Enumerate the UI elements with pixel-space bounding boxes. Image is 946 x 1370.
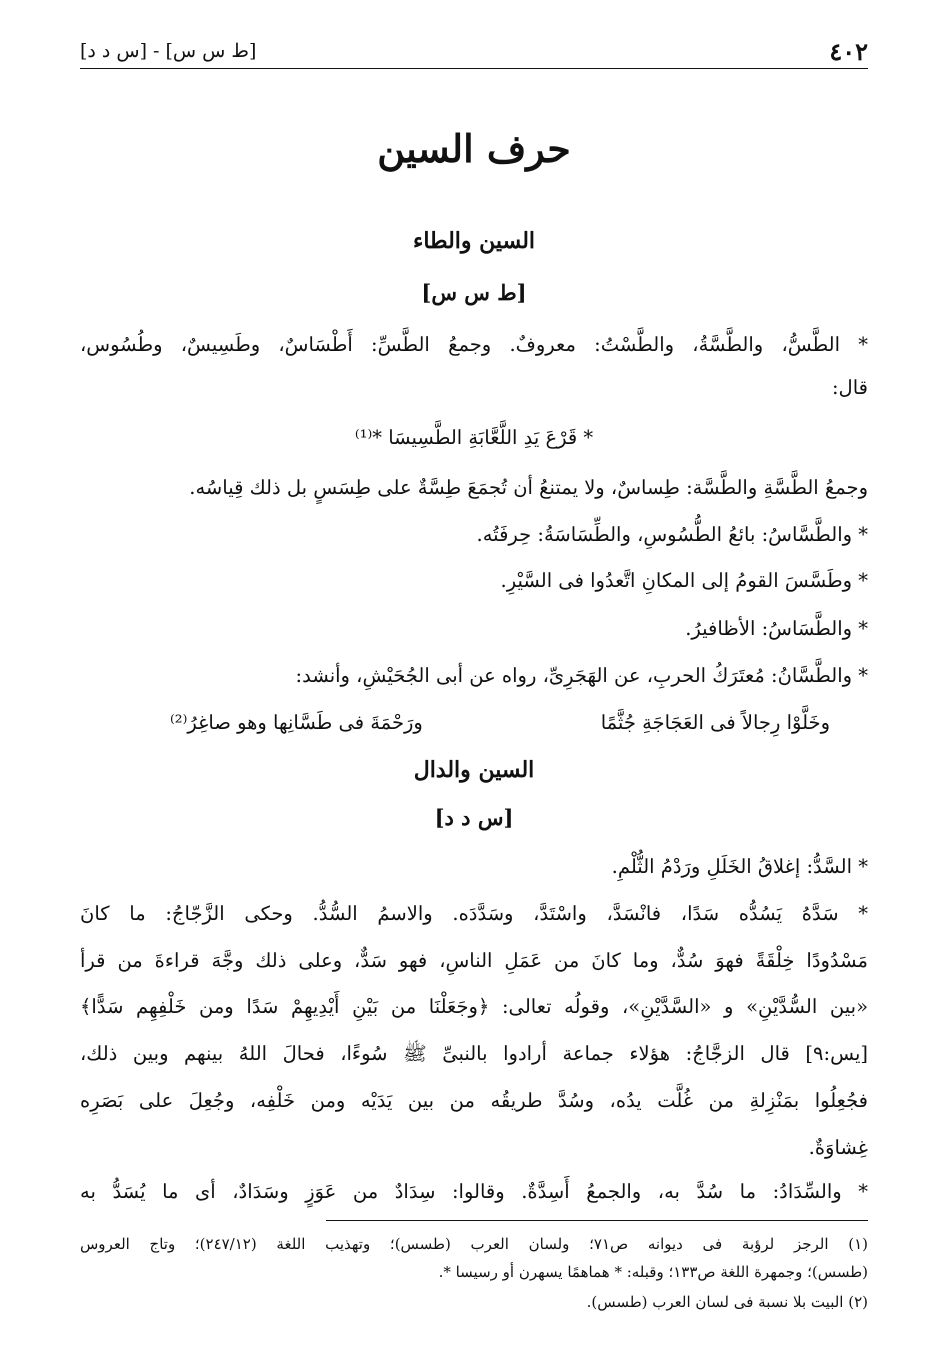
root-heading-sdd: [س د د] (434, 805, 514, 830)
entry-line: * والطَّسَاسُ: الأظافيرُ. (685, 617, 868, 640)
entry-line: * والطَّسَّاسُ: بائعُ الطُّسُوسِ، والطِّسَاسَةُ: حِرفَتُه. (476, 523, 868, 546)
verse-first-hemistich: وخَلَّوْا رِجالاً فى العَجَاجَةِ جُثَّمًا (600, 711, 830, 734)
poetry-verse (80, 708, 868, 738)
entry-line: مَسْدُودًا خِلْقَةً فهوَ سُدٌّ، وما كانَ من عَمَلِ الناسِ، فهو سَدٌّ، وعلى ذلك وجَّهَ قراءةَ من قرأ (80, 949, 868, 972)
section-title-seen-dal: السين والدال (413, 757, 535, 783)
header-rule (80, 68, 868, 69)
page-number: ٤٠٢ (829, 36, 868, 66)
entry-line: فجُعِلُوا بمَنْزِلةِ من غُلَّت يدُه، وسُدَّ طريقُه من بين يَدَيْه ومن خَلْفِه، وجُعِلَ على بَصَرِه (80, 1089, 868, 1112)
footnote-1: (١) الرجز لرؤبة فى ديوانه ص٧١؛ ولسان العرب (طسس)؛ وتهذيب اللغة (٢٤٧/١٢)؛ وتاج العروس (80, 1235, 868, 1253)
chapter-title: حرف السين (377, 126, 571, 171)
entry-line: * والسِّدَادُ: ما سُدَّ به، والجمعُ أَسِدَّةٌ. وقالوا: سِدَادٌ من عَوَزٍ وسَدَادٌ، أى ما يُسَدُّ به (80, 1180, 868, 1203)
entry-line: «بين السُّدَّيْنِ» و «السَّدَّيْنِ»، وقولُه تعالى: ﴿وجَعَلْنَا من بَيْنِ أَيْدِيهِمْ سَدًا ومن خَلْفِهِم سَدًّا﴾ (80, 995, 868, 1018)
entry-line: [يس:٩] قال الزجَّاجُ: هؤلاء جماعة أرادوا بالنبىِّ ﷺ سُوءًا، فحالَ اللهُ بينهم وبين ذلك، (80, 1042, 868, 1065)
entry-line: * والطَّسَّانُ: مُعتَرَكُ الحربِ، عن الهَجَرِىِّ، رواه عن أبى الجُحَيْشِ، وأنشد: (295, 664, 868, 687)
entry-line: قال: (831, 376, 868, 399)
rajaz-quote: * قَرْعَ يَدِ اللَّعَّابَةِ الطَّسِيسَا *⁽¹⁾ (354, 426, 594, 449)
running-title: [ط س س] - [س د د] (80, 40, 257, 62)
entry-line: * سَدَّهُ يَسُدُّه سَدًا، فانْسَدَّ، واسْتَدَّ، وسَدَّدَه. والاسمُ السُّدُّ. وحكى الزَّجّاجُ: ما كانَ (80, 902, 868, 925)
footnote-1-continued: (طسس)؛ وجمهرة اللغة ص١٣٣؛ وقبله: * هماهمًا يسهرن أو رسيسا *. (438, 1263, 868, 1281)
verse-second-hemistich: ورَحْمَةَ فى طَسَّانِها وهو صاغِرُ⁽²⁾ (170, 711, 423, 734)
footnote-2: (٢) البيت بلا نسبة فى لسان العرب (طسس). (586, 1293, 868, 1311)
entry-line: * السَّدُّ: إغلاقُ الخَلَلِ ورَدْمُ الثُّلْمِ. (611, 855, 868, 878)
footnote-rule (326, 1220, 868, 1221)
entry-line: غِشاوَةٌ. (808, 1136, 868, 1159)
entry-line: * الطَّسُّ، والطَّسَّةُ، والطَّسْتُ: معروفٌ. وجمعُ الطَّسِّ: أَطْسَاسٌ، وطَسِيسٌ، وطُسُوس، (80, 333, 868, 356)
section-title-seen-taa: السين والطاء (412, 228, 536, 254)
dictionary-page (80, 0, 868, 1370)
root-heading-tss: [ط س س] (421, 280, 527, 305)
entry-line: وجمعُ الطَّسَّةِ والطَّسَّة: طِساسٌ، ولا يمتنعُ أن تُجمَعَ طِسَّةٌ على طِسَسٍ بل ذلك قِياسُه. (189, 476, 868, 499)
running-header (80, 34, 868, 68)
entry-line: * وطَسَّسَ القومُ إلى المكانِ اتَّعدُوا فى السَّيْرِ. (500, 569, 868, 592)
